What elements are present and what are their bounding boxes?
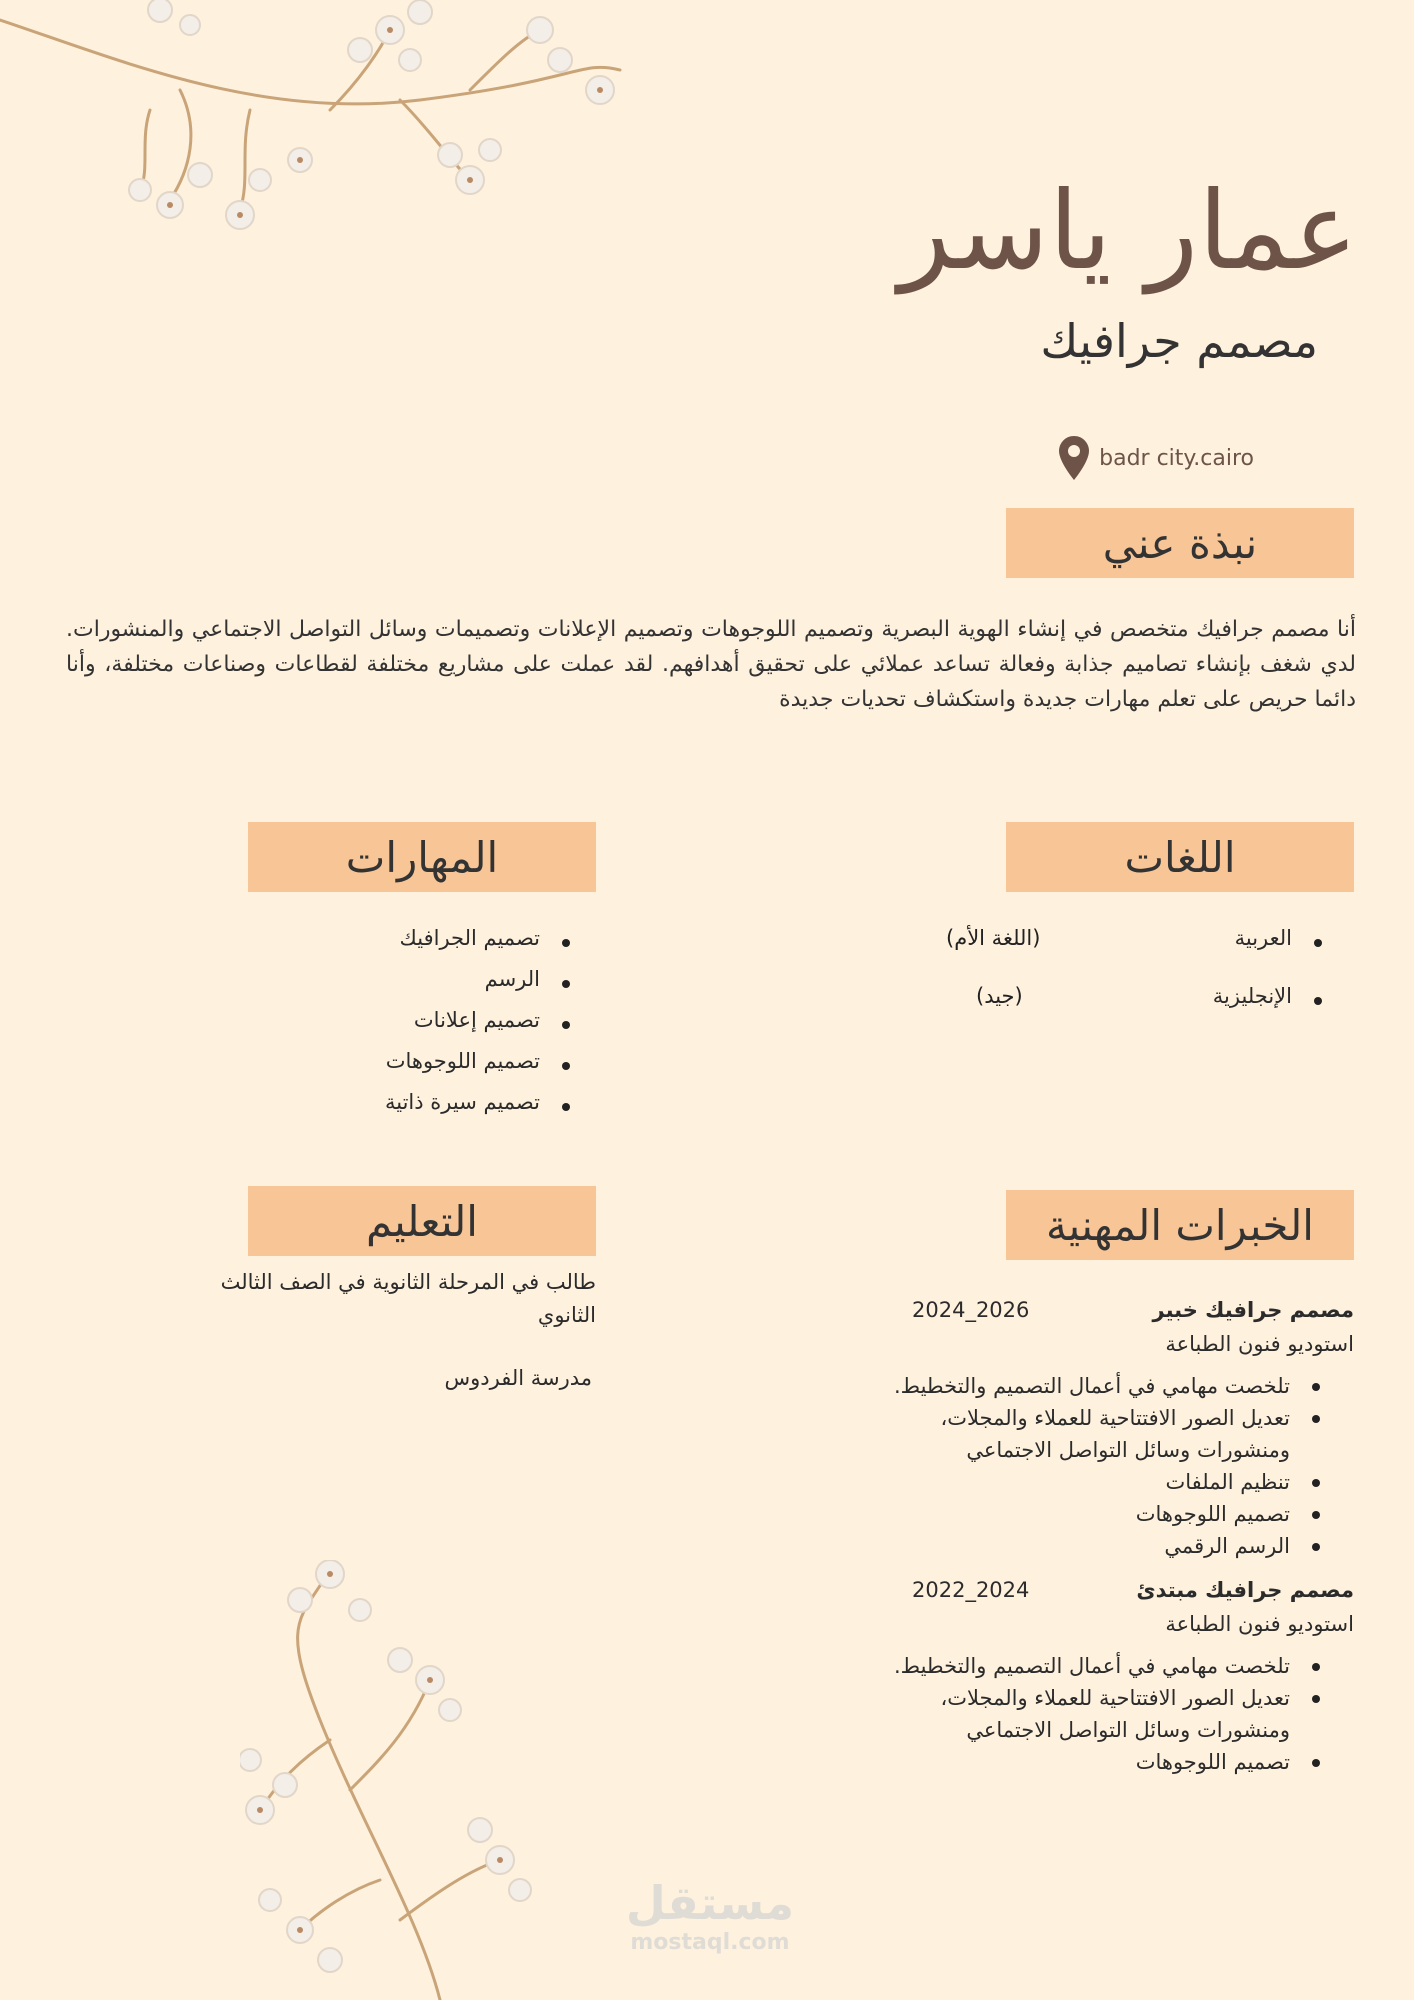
education-school: مدرسة الفردوس (444, 1366, 592, 1390)
education-section-title: التعليم (248, 1186, 596, 1256)
floral-branch-bottom (240, 1560, 540, 2000)
location (1059, 436, 1254, 480)
job-header (874, 1298, 1354, 1322)
job-header (874, 1578, 1354, 1602)
skill-item: الرسم (274, 967, 574, 1008)
language-level: (اللغة الأم) (946, 926, 1041, 950)
experience-job (874, 1578, 1354, 1778)
languages-section-title: اللغات (1006, 822, 1354, 892)
about-text: أنا مصمم جرافيك متخصص في إنشاء الهوية البصرية وتصميم اللوجوهات وتصميم الإعلانات وتصميمات وسائل التواصل الاجتماعي والمنشورات. لدي شغف بإنشاء تصاميم جذابة وفعالة تساعد عملائي على تحقيق أهدافهم. لقد عملت على مشاريع مختلفة لقطاعات وصناعات مختلفة، وأنا دائما حريص على تعلم مهارات جديدة واستكشاف تحديات جديدة (66, 617, 1356, 712)
language-item (946, 926, 1326, 984)
job-tasks (874, 1370, 1324, 1562)
job-company: استوديو فنون الطباعة (1165, 1332, 1354, 1356)
skill-item: تصميم إعلانات (274, 1008, 574, 1049)
languages-list (946, 926, 1326, 1042)
job-years: 2022_2024 (912, 1578, 1030, 1602)
experience-job (874, 1298, 1354, 1562)
job-task: تنظيم الملفات (874, 1466, 1324, 1498)
person-name: عمار ياسر (898, 169, 1358, 294)
language-name: الإنجليزية (1212, 984, 1292, 1008)
job-task: الرسم الرقمي (874, 1530, 1324, 1562)
job-role: مصمم جرافيك مبتدئ (1136, 1578, 1354, 1602)
watermark-url: mostaql.com (630, 1930, 790, 1955)
skills-section-title: المهارات (248, 822, 596, 892)
location-pin-icon (1059, 436, 1089, 480)
experience-section-title: الخبرات المهنية (1006, 1190, 1354, 1260)
language-item (946, 984, 1326, 1042)
skill-item: تصميم اللوجوهات (274, 1049, 574, 1090)
about-section-title: نبذة عني (1006, 508, 1354, 578)
job-years: 2024_2026 (912, 1298, 1030, 1322)
job-task: تلخصت مهامي في أعمال التصميم والتخطيط. (874, 1370, 1324, 1402)
skills-list (274, 926, 574, 1131)
education-description: طالب في المرحلة الثانوية في الصف الثالث الثانوي (220, 1270, 596, 1327)
job-title: مصمم جرافيك (1040, 314, 1318, 368)
job-tasks (874, 1650, 1324, 1778)
job-task: تلخصت مهامي في أعمال التصميم والتخطيط. (874, 1650, 1324, 1682)
job-company: استوديو فنون الطباعة (1165, 1612, 1354, 1636)
job-task: تصميم اللوجوهات (874, 1498, 1324, 1530)
language-level: (جيد) (976, 984, 1023, 1008)
job-task: تصميم اللوجوهات (874, 1746, 1324, 1778)
language-name: العربية (1234, 926, 1292, 950)
job-task: تعديل الصور الافتتاحية للعملاء والمجلات، ومنشورات وسائل التواصل الاجتماعي (874, 1402, 1324, 1466)
watermark-logo: مستقل (625, 1876, 795, 1930)
job-task: تعديل الصور الافتتاحية للعملاء والمجلات، ومنشورات وسائل التواصل الاجتماعي (874, 1682, 1324, 1746)
floral-branch-top (0, 0, 640, 260)
job-role: مصمم جرافيك خبير (1152, 1298, 1354, 1322)
location-text: badr city.cairo (1099, 445, 1254, 471)
skill-item: تصميم الجرافيك (274, 926, 574, 967)
skill-item: تصميم سيرة ذاتية (274, 1090, 574, 1131)
mostaql-watermark (620, 1876, 800, 1955)
